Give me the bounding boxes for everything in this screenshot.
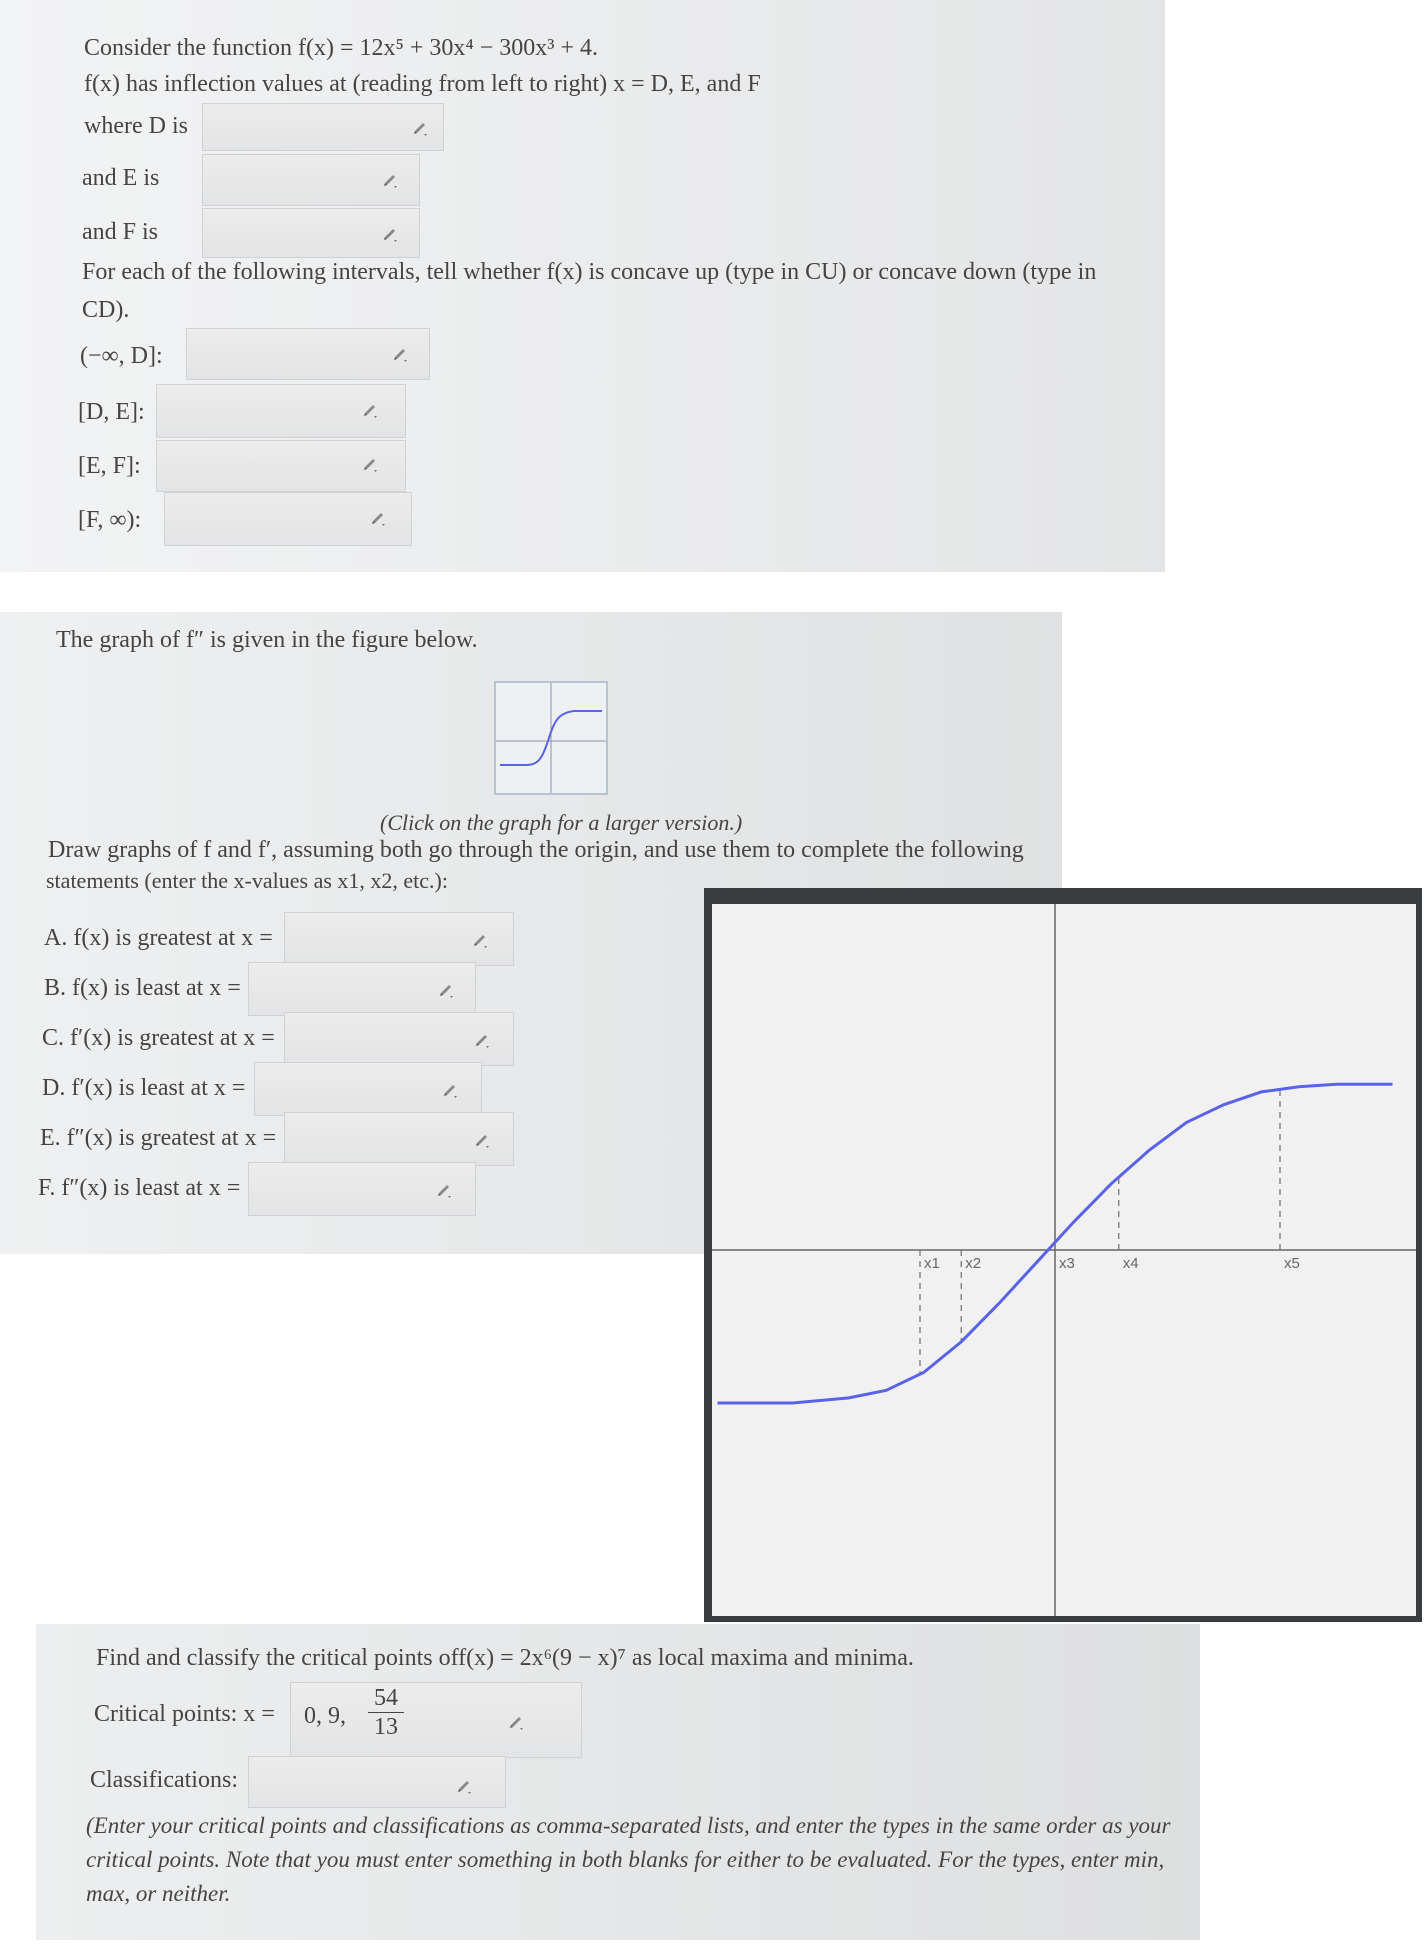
- interval-label-4: [F, ∞):: [78, 507, 142, 533]
- tick-label-x2: x2: [965, 1255, 982, 1272]
- interval-label-3: [E, F]:: [78, 453, 141, 479]
- draw-instructions-cont: statements (enter the x-values as x1, x2, etc.):: [46, 868, 448, 893]
- statement-e: E. f″(x) is greatest at x =: [40, 1125, 277, 1151]
- thumbnail-svg: [496, 683, 606, 793]
- statement-a: A. f(x) is greatest at x =: [44, 925, 273, 951]
- problem3-statement: Find and classify the critical points off(x) = 2x⁶(9 − x)⁷ as local maxima and minima.: [96, 1645, 914, 1671]
- pencil-icon[interactable]: [442, 1080, 460, 1098]
- graph-thumbnail[interactable]: [494, 681, 608, 795]
- critical-fraction: [368, 1686, 404, 1739]
- tick-label-x4: x4: [1122, 1255, 1139, 1272]
- critical-points-label: Critical points: x =: [94, 1701, 275, 1727]
- pencil-icon[interactable]: [474, 1130, 492, 1148]
- click-note: (Click on the graph for a larger version.): [380, 810, 743, 835]
- concavity-instructions-cont: CD).: [82, 297, 130, 323]
- problem1-panel: [0, 0, 1165, 572]
- pencil-icon[interactable]: [438, 980, 456, 998]
- problem1-statement: Consider the function f(x) = 12x⁵ + 30x⁴ − 300x³ + 4.: [84, 35, 599, 61]
- statement-f: F. f″(x) is least at x =: [38, 1175, 241, 1201]
- pencil-icon[interactable]: [382, 170, 400, 188]
- draw-instructions: Draw graphs of f and f′, assuming both go through the origin, and use them to complete the following: [48, 837, 1024, 863]
- instruction-note-3: max, or neither.: [86, 1881, 231, 1906]
- d-answer-input[interactable]: [202, 103, 444, 151]
- f-label: and F is: [82, 219, 159, 245]
- instruction-note-1: (Enter your critical points and classifications as comma-separated lists, and enter the types in the same order as your: [86, 1813, 1171, 1838]
- d-label: where D is: [84, 113, 188, 139]
- interval-label-2: [D, E]:: [78, 399, 145, 425]
- statement-b: B. f(x) is least at x =: [44, 975, 241, 1001]
- graph-intro: The graph of f″ is given in the figure below.: [56, 627, 478, 653]
- problem1-inflection-text: f(x) has inflection values at (reading from left to right) x = D, E, and F: [84, 71, 761, 97]
- classifications-label: Classifications:: [90, 1767, 238, 1793]
- second-derivative-graph: [704, 888, 1422, 1622]
- pencil-icon[interactable]: [412, 118, 430, 136]
- pencil-icon[interactable]: [472, 930, 490, 948]
- pencil-icon[interactable]: [362, 454, 380, 472]
- pencil-icon[interactable]: [508, 1712, 526, 1730]
- pencil-icon[interactable]: [436, 1180, 454, 1198]
- tick-label-x5: x5: [1284, 1255, 1300, 1272]
- critical-points-value: 0, 9,: [304, 1703, 346, 1729]
- e-label: and E is: [82, 165, 160, 191]
- pencil-icon[interactable]: [456, 1776, 474, 1794]
- chart-svg: [712, 904, 1416, 1616]
- pencil-icon[interactable]: [370, 508, 388, 526]
- instruction-note-2: critical points. Note that you must enter something in both blanks for either to be evaluated. For the types, enter min,: [86, 1847, 1165, 1872]
- fraction-denominator: 13: [374, 1714, 398, 1740]
- tick-label-x3: x3: [1059, 1255, 1075, 1272]
- pencil-icon[interactable]: [362, 400, 380, 418]
- statement-d: D. f′(x) is least at x =: [42, 1075, 246, 1101]
- pencil-icon[interactable]: [392, 344, 410, 362]
- problem3-panel: [36, 1624, 1200, 1940]
- concavity-instructions: For each of the following intervals, tell whether f(x) is concave up (type in CU) or concave down (type in: [82, 259, 1097, 285]
- statement-c: C. f′(x) is greatest at x =: [42, 1025, 275, 1051]
- pencil-icon[interactable]: [474, 1030, 492, 1048]
- fraction-bar: [368, 1712, 404, 1713]
- tick-label-x1: x1: [924, 1255, 940, 1272]
- pencil-icon[interactable]: [382, 224, 400, 242]
- interval-label-1: (−∞, D]:: [80, 343, 163, 369]
- fraction-numerator: 54: [374, 1685, 398, 1711]
